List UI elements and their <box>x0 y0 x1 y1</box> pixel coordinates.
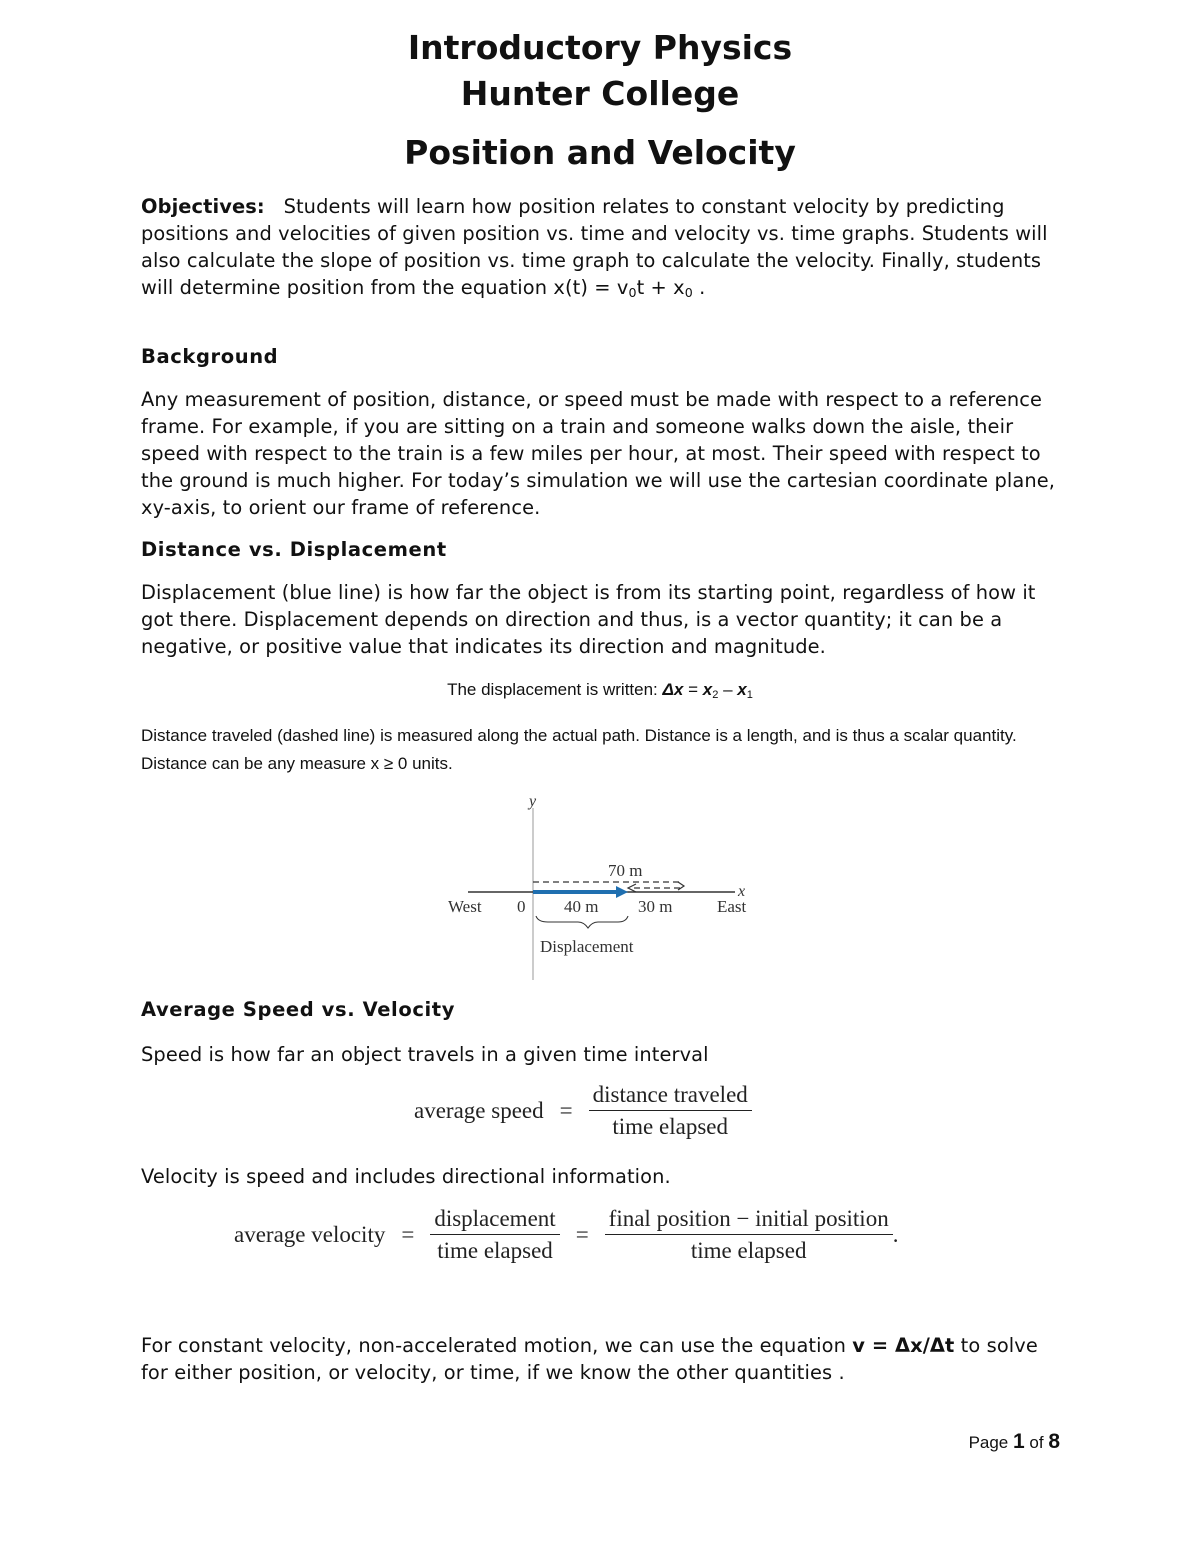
constant-equation: v = Δx/Δt <box>852 1334 955 1357</box>
objectives-text: Students will learn how position relates to constant velocity by predicting positions and velocities of given position vs. time and velocity vs. time graphs. Students will also calculate the slope of position vs. time graph to calculate the velocity. Finally, students will determine position from the equation x(t) = v <box>141 195 1048 299</box>
equation-prefix: The displacement is written: <box>447 680 663 699</box>
speed-paragraph: Speed is how far an object travels in a given time interval <box>141 1043 709 1066</box>
east-label: East <box>717 897 747 916</box>
x-axis-label: x <box>738 883 746 900</box>
objectives-text-3: . <box>692 276 706 299</box>
average-velocity-formula <box>234 1206 898 1264</box>
avg-velocity-equals-1: = <box>401 1222 415 1247</box>
avg-speed-denominator: time elapsed <box>612 1114 728 1139</box>
objectives-sub-1: 0 <box>684 285 693 301</box>
avg-velocity-fraction-1 <box>430 1206 559 1264</box>
displacement-brace <box>536 916 628 928</box>
avg-velocity-fraction-2 <box>605 1206 893 1264</box>
segment-1-label: 40 m <box>564 897 599 916</box>
avg-velocity-period: . <box>892 1222 899 1247</box>
page-total: 8 <box>1048 1430 1060 1453</box>
distance-heading: Distance vs. Displacement <box>141 538 447 561</box>
page-number: 1 <box>1013 1430 1025 1453</box>
objectives-label: Objectives: <box>141 195 265 218</box>
constant-velocity-paragraph <box>141 1332 1061 1386</box>
avg-velocity-numerator-2: final position − initial position <box>605 1206 893 1235</box>
average-speed-formula <box>414 1082 752 1140</box>
equation-equals: = <box>683 680 703 699</box>
avg-velocity-denominator-1: time elapsed <box>437 1238 553 1263</box>
total-distance-label: 70 m <box>608 861 643 880</box>
speed-heading: Average Speed vs. Velocity <box>141 998 456 1021</box>
displacement-diagram <box>440 788 770 983</box>
equation-delta-x: Δx <box>662 680 684 699</box>
objectives-text-2: t + x <box>636 276 685 299</box>
equation-x1: x <box>737 680 747 699</box>
page-footer <box>969 1430 1060 1454</box>
background-heading: Background <box>141 345 279 368</box>
displacement-arrowhead <box>616 886 628 898</box>
objectives-paragraph <box>141 193 1061 301</box>
avg-velocity-equals-2: = <box>575 1222 589 1247</box>
constant-text-1: For constant velocity, non-accelerated motion, we can use the equation <box>141 1334 853 1357</box>
displacement-equation <box>0 680 1200 700</box>
equation-x2: x <box>702 680 713 699</box>
segment-2-label: 30 m <box>638 897 673 916</box>
distance-note: Distance traveled (dashed line) is measured along the actual path. Distance is a length, and is thus a scalar quantity. Distance can be any measure x ≥ 0 units. <box>141 726 1017 773</box>
distance-paragraph: Displacement (blue line) is how far the object is from its starting point, regardless of how it got there. Displacement depends on direction and thus, is a vector quantity; it can be a negative, or positive value that indicates its direction and magnitude. <box>141 581 1036 658</box>
west-label: West <box>448 897 482 916</box>
avg-speed-numerator: distance traveled <box>589 1082 752 1111</box>
avg-speed-fraction <box>589 1082 752 1140</box>
of-word: of <box>1024 1433 1049 1452</box>
avg-speed-equals: = <box>559 1098 573 1123</box>
avg-velocity-numerator-1: displacement <box>430 1206 559 1235</box>
equation-sub-1: 1 <box>746 688 753 701</box>
displacement-label: Displacement <box>540 937 634 956</box>
distance-path-turn <box>678 882 684 890</box>
equation-minus: – <box>718 680 738 699</box>
objectives-sub-0: 0 <box>628 285 637 301</box>
college-name: Hunter College <box>460 74 740 113</box>
avg-velocity-label: average velocity <box>234 1222 386 1247</box>
avg-speed-label: average speed <box>414 1098 544 1123</box>
constant-text-2: to solve for either position, or velocity, or time, if we know the other quantities . <box>141 1334 1038 1384</box>
equation-sub-2: 2 <box>712 688 719 701</box>
course-title: Introductory Physics <box>407 28 793 67</box>
origin-label: 0 <box>517 897 526 916</box>
y-axis-label: y <box>529 793 537 810</box>
page-title: Position and Velocity <box>404 133 796 172</box>
background-paragraph: Any measurement of position, distance, or speed must be made with respect to a reference frame. For example, if you are sitting on a train and someone walks down the aisle, their speed with respect to the train is a few miles per hour, at most. Their speed with respect to the ground is much higher. For today’s simulation we will use the cartesian coordinate plane, xy-axis, to orient our frame of reference. <box>141 388 1056 519</box>
page-word: Page <box>968 1433 1013 1452</box>
velocity-paragraph: Velocity is speed and includes directional information. <box>141 1165 671 1188</box>
avg-velocity-denominator-2: time elapsed <box>690 1238 807 1263</box>
